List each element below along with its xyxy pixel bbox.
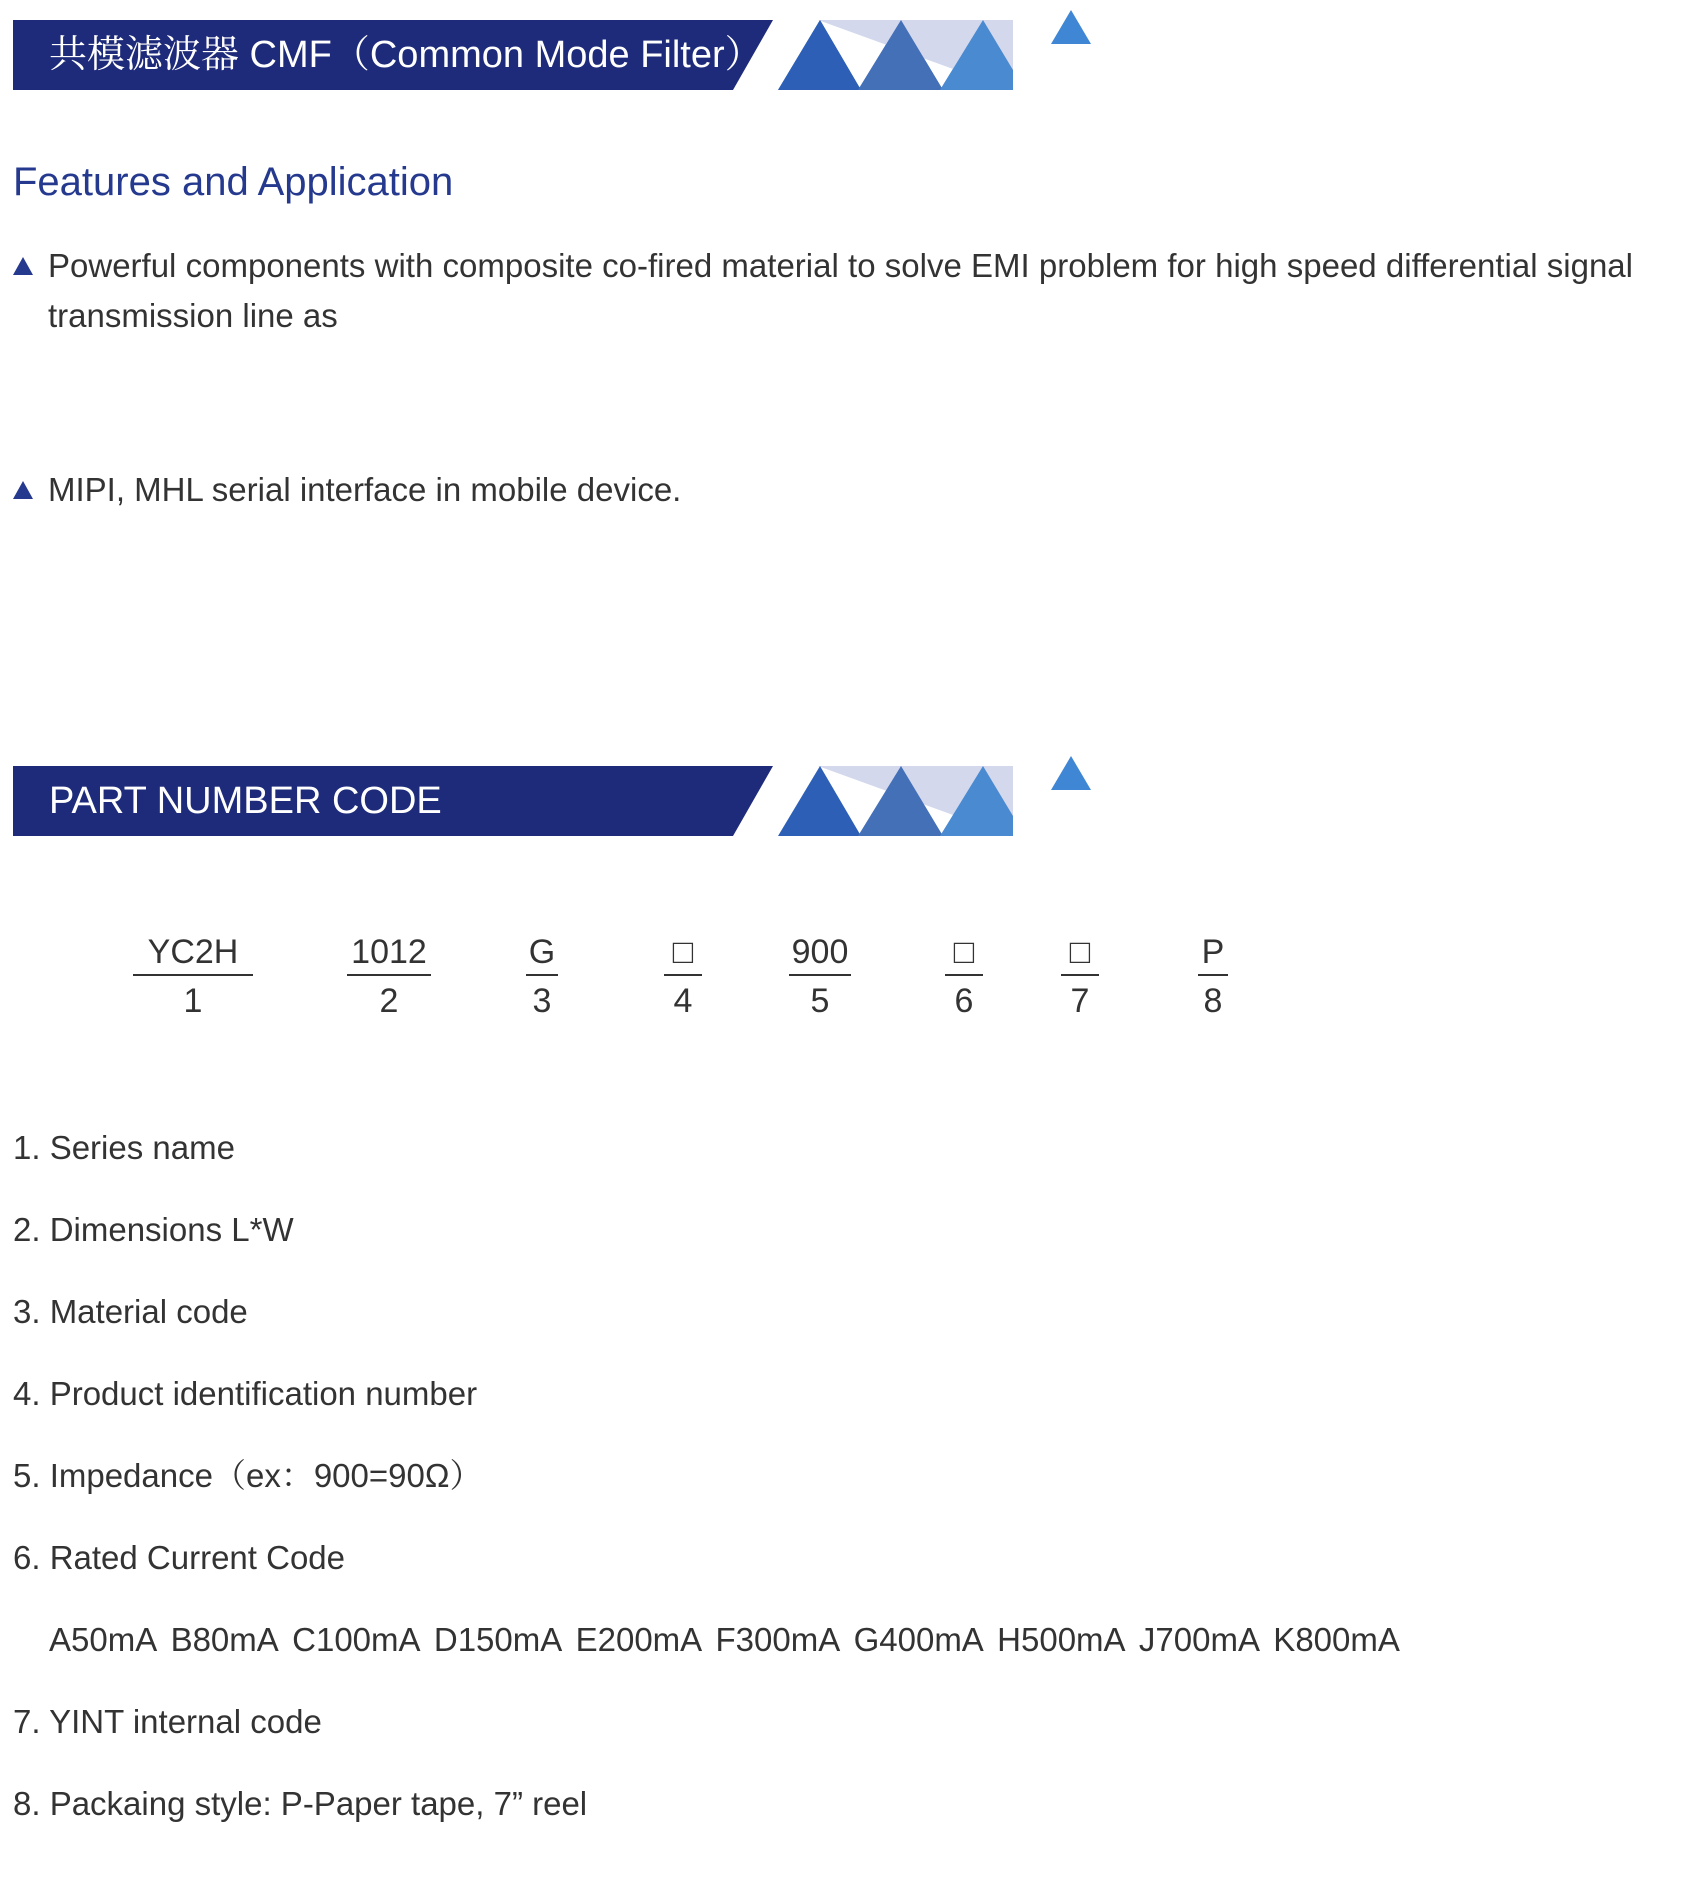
segment-code: □ bbox=[945, 930, 983, 976]
segment-code: □ bbox=[664, 930, 702, 976]
segment-code: 1012 bbox=[347, 930, 431, 976]
feature-text: MIPI, MHL serial interface in mobile device. bbox=[48, 471, 682, 508]
segment-index: 6 bbox=[954, 982, 974, 1020]
part-number-segment bbox=[526, 930, 558, 1026]
list-item: 1. Series name bbox=[13, 1129, 235, 1166]
part-number-segment bbox=[945, 930, 983, 1026]
feature-item bbox=[13, 241, 1633, 341]
list-item: 5. Impedance（ex：900=90Ω） bbox=[13, 1457, 483, 1494]
list-item: 4. Product identification number bbox=[13, 1375, 478, 1412]
segment-index: 5 bbox=[810, 982, 830, 1020]
cmf-section-banner bbox=[13, 2, 1093, 92]
list-item: 3. Material code bbox=[13, 1293, 248, 1330]
part-number-description-list bbox=[13, 1124, 1400, 1862]
segment-index: 8 bbox=[1203, 982, 1223, 1020]
part-number-section-title: PART NUMBER CODE bbox=[49, 780, 442, 822]
segment-index: 4 bbox=[673, 982, 693, 1020]
part-number-segment bbox=[789, 930, 851, 1026]
segment-index: 1 bbox=[183, 982, 203, 1020]
feature-text: Powerful components with composite co-fired material to solve EMI problem for high speed differential signal transmission line as bbox=[48, 247, 1633, 334]
triangle-accent-icon bbox=[1051, 756, 1091, 790]
segment-index: 3 bbox=[532, 982, 552, 1020]
part-number-segment bbox=[1198, 930, 1228, 1026]
bullet-triangle-icon bbox=[13, 257, 33, 275]
list-item: 6. Rated Current Code bbox=[13, 1539, 346, 1576]
triangle-accent-icon bbox=[1051, 10, 1091, 44]
list-item: 8. Packaing style: P-Paper tape, 7” reel bbox=[13, 1785, 588, 1822]
segment-code: YC2H bbox=[133, 930, 253, 976]
list-item: 7. YINT internal code bbox=[13, 1703, 322, 1740]
segment-code: P bbox=[1198, 930, 1228, 976]
list-item: 2. Dimensions L*W bbox=[13, 1211, 294, 1248]
segment-code: G bbox=[526, 930, 558, 976]
part-number-segment bbox=[664, 930, 702, 1026]
part-number-segment bbox=[133, 930, 253, 1026]
part-number-segment bbox=[1061, 930, 1099, 1026]
part-number-segment bbox=[347, 930, 431, 1026]
rated-current-codes: A50mA B80mA C100mA D150mA E200mA F300mA G400mA H500mA J700mA K800mA bbox=[49, 1621, 1400, 1658]
cmf-section-title: 共模滤波器 CMF（Common Mode Filter） bbox=[49, 34, 763, 76]
segment-index: 2 bbox=[379, 982, 399, 1020]
segment-index: 7 bbox=[1070, 982, 1090, 1020]
segment-code: 900 bbox=[789, 930, 851, 976]
segment-code: □ bbox=[1061, 930, 1099, 976]
feature-item bbox=[13, 465, 1633, 515]
part-number-section-banner bbox=[13, 748, 1093, 838]
features-heading: Features and Application bbox=[13, 160, 454, 204]
bullet-triangle-icon bbox=[13, 481, 33, 499]
